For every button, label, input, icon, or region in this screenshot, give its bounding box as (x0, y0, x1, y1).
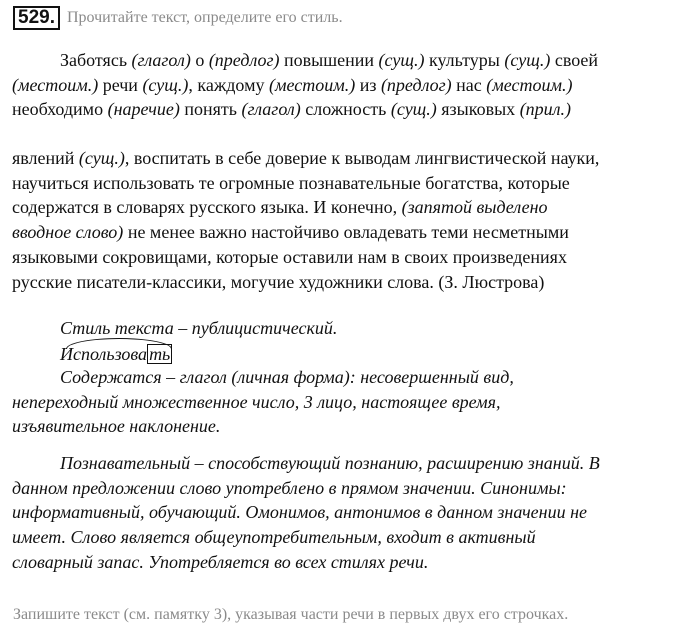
part-of-speech-note: (запятой выделено (401, 197, 548, 218)
text-segment: научиться использовать те огромные познавательные богатства, которые (12, 172, 570, 193)
analysis-line: Содержатся – глагол (личная форма): несовершенный вид, (60, 367, 514, 387)
task-instruction: Прочитайте текст, определите его стиль. (66, 9, 343, 26)
text-line (12, 220, 687, 245)
part-of-speech-note: (местоим.) (12, 74, 99, 95)
part-of-speech-note: вводное слово) (12, 222, 124, 243)
task-header (13, 6, 343, 30)
part-of-speech-note: (наречие) (107, 99, 180, 120)
analysis-line: словарный запас. Употребляется во всех стилях речи. (12, 551, 429, 572)
text-segment: понять (179, 99, 242, 120)
analysis-line: изъявительное наклонение. (12, 416, 221, 437)
text-segment: своей (550, 50, 599, 70)
text-segment: из (355, 74, 381, 95)
part-of-speech-note: (предлог) (208, 50, 280, 70)
morpheme-analysis (12, 342, 692, 367)
analysis-line: непереходный множественное число, 3 лицо, настоящее время, (12, 391, 501, 412)
text-segment: о (190, 50, 209, 70)
morpheme-ending-box: ть (149, 343, 171, 364)
part-of-speech-note: (глагол) (131, 50, 191, 70)
morpheme-prefix: И (60, 343, 73, 364)
text-segment: нас (451, 74, 487, 95)
part-of-speech-note: (сущ.) (142, 74, 189, 95)
part-of-speech-note: (предлог) (380, 74, 452, 95)
answer-adjective-analysis (12, 451, 692, 575)
text-segment: содержатся в словарях русского языка. И конечно, (12, 197, 402, 218)
part-of-speech-note: (глагол) (241, 99, 301, 120)
answer-style (12, 316, 692, 366)
source-text-part1 (12, 48, 687, 122)
text-segment: не менее важно настойчиво овладевать теми несметными (123, 222, 569, 243)
part-of-speech-note: (прил.) (519, 99, 572, 120)
morpheme-word (60, 342, 172, 367)
analysis-line: информативный, обучающий. Омонимов, антонимов в данном значении не (12, 502, 588, 523)
answer-verb-analysis (12, 365, 692, 439)
text-segment: , каждому (188, 74, 269, 95)
text-line (12, 171, 687, 196)
text-segment: необходимо (12, 99, 108, 120)
text-segment: , воспитать в себе доверие к выводам лингвистической науки, (124, 148, 600, 168)
style-line: Стиль текста – публицистический. (60, 318, 338, 338)
part-of-speech-note: (сущ.) (78, 148, 125, 168)
source-text-part2 (12, 146, 687, 294)
text-segment: Заботясь (60, 50, 132, 70)
part-of-speech-note: (местоим.) (486, 74, 573, 95)
text-line (12, 270, 687, 295)
text-segment: речи (98, 74, 143, 95)
analysis-line: Познавательный – способствующий познанию, расширению знаний. В (60, 453, 600, 473)
analysis-line: данном предложении слово употреблено в прямом значении. Синонимы: (12, 477, 567, 498)
text-line (12, 73, 687, 98)
morpheme-stem: спользова (73, 343, 148, 364)
text-segment: языковых (436, 99, 520, 120)
text-line (12, 146, 687, 171)
part-of-speech-note: (сущ.) (390, 99, 437, 120)
text-segment: русские писатели-классики, могучие художники слова. (З. Люстрова) (12, 271, 545, 292)
part-of-speech-note: (местоим.) (268, 74, 356, 95)
text-segment: повышении (279, 50, 379, 70)
text-segment: явлений (12, 148, 79, 168)
text-segment: языковыми сокровищами, которые оставили нам в своих произведениях (12, 246, 567, 267)
task-number: 529. (13, 6, 60, 30)
text-line (12, 245, 687, 270)
text-segment: культуры (424, 50, 505, 70)
part-of-speech-note: (сущ.) (504, 50, 551, 70)
text-line (12, 48, 687, 73)
part-of-speech-note: (сущ.) (378, 50, 425, 70)
text-line (12, 195, 687, 220)
text-segment: сложность (300, 99, 391, 120)
footer-instruction: Запишите текст (см. памятку 3), указывая части речи в первых двух его строчках. (13, 606, 569, 623)
text-line (12, 97, 687, 122)
analysis-line: имеет. Слово является общеупотребительным, входит в активный (12, 527, 536, 548)
